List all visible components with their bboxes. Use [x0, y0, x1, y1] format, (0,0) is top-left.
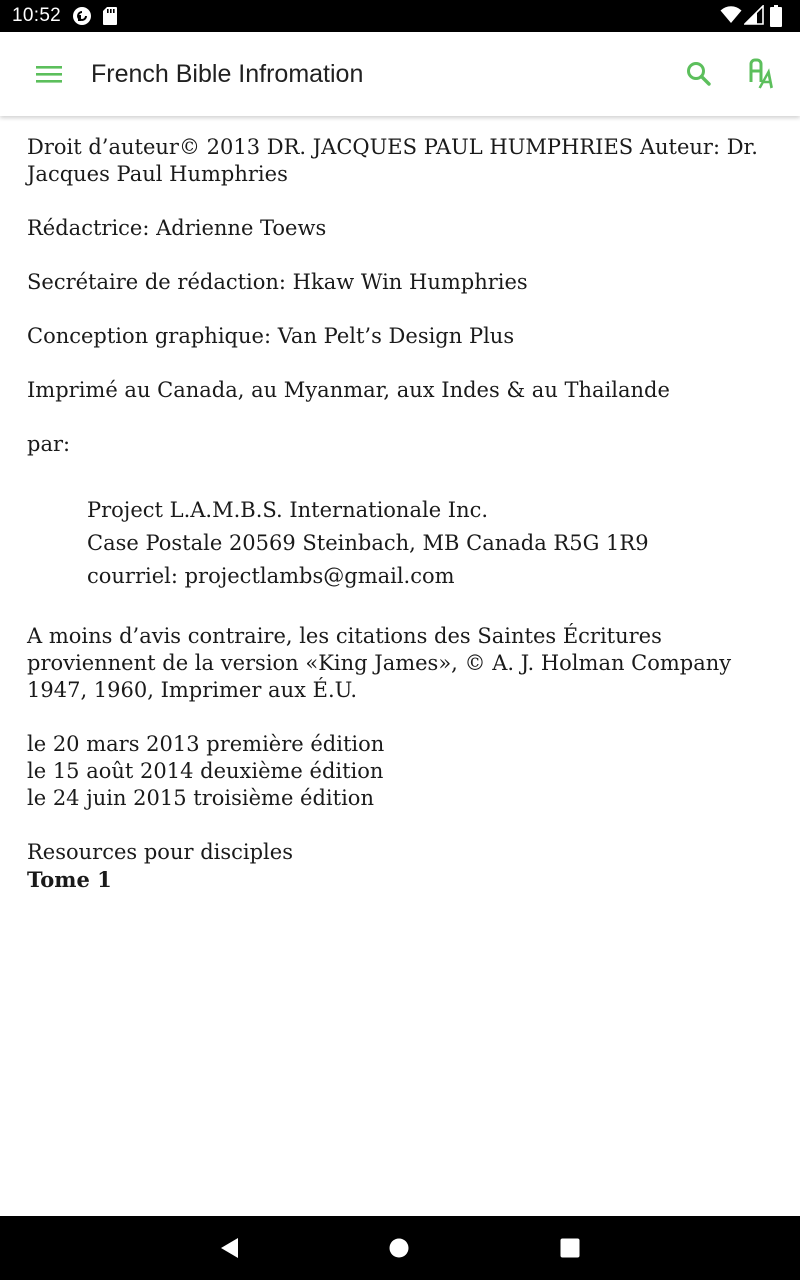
series-title: Resources pour disciples	[27, 840, 293, 864]
font-size-icon	[744, 81, 784, 100]
sd-card-icon	[102, 6, 118, 31]
home-icon	[389, 1243, 409, 1262]
by-label: par:	[27, 432, 71, 456]
volume-title: Tome 1	[27, 867, 112, 892]
battery-icon	[770, 5, 782, 32]
edition-line: le 15 août 2014 deuxième édition	[27, 759, 384, 783]
recents-icon	[560, 1243, 580, 1262]
address-line: Project L.A.M.B.S. Internationale Inc.	[87, 498, 489, 522]
search-icon	[680, 79, 720, 98]
editorial-secretary-line: Secrétaire de rédaction: Hkaw Win Humphries	[27, 270, 528, 294]
status-bar	[0, 0, 800, 32]
printed-line: Imprimé au Canada, au Myanmar, aux Indes & au Thailande	[27, 378, 670, 402]
status-time: 10:52	[12, 5, 62, 26]
recents-button[interactable]	[560, 1238, 580, 1258]
design-line: Conception graphique: Van Pelt’s Design Plus	[27, 324, 515, 348]
edition-line: le 20 mars 2013 première édition	[27, 732, 385, 756]
document-content	[27, 134, 775, 893]
font-size-button[interactable]	[744, 52, 784, 96]
back-icon	[218, 1245, 242, 1264]
app-title: French Bible Infromation	[91, 60, 364, 88]
edition-line: le 24 juin 2015 troisième édition	[27, 786, 374, 810]
editions-list	[27, 731, 775, 812]
home-button[interactable]	[389, 1238, 409, 1258]
wifi-icon	[720, 5, 742, 30]
address-line: courriel: projectlambs@gmail.com	[87, 564, 455, 588]
editor-line: Rédactrice: Adrienne Toews	[27, 216, 327, 240]
navigation-bar	[0, 1216, 800, 1280]
pocket-casts-icon	[72, 6, 92, 31]
signal-icon	[744, 5, 764, 30]
search-button[interactable]	[680, 54, 720, 94]
app-bar	[0, 32, 800, 116]
back-button[interactable]	[218, 1236, 242, 1260]
menu-button[interactable]	[26, 58, 72, 90]
scripture-note: A moins d’avis contraire, les citations des Saintes Écritures proviennent de la version «King James», © A. J. Holman Company 1947, 1960, Imprimer aux É.U.	[27, 624, 732, 702]
status-right-icons	[720, 5, 790, 27]
copyright-line: Droit d’auteur© 2013 DR. JACQUES PAUL HUMPHRIES Auteur: Dr. Jacques Paul Humphries	[27, 135, 758, 186]
address-line: Case Postale 20569 Steinbach, MB Canada R5G 1R9	[87, 531, 649, 555]
publisher-address	[87, 494, 775, 593]
